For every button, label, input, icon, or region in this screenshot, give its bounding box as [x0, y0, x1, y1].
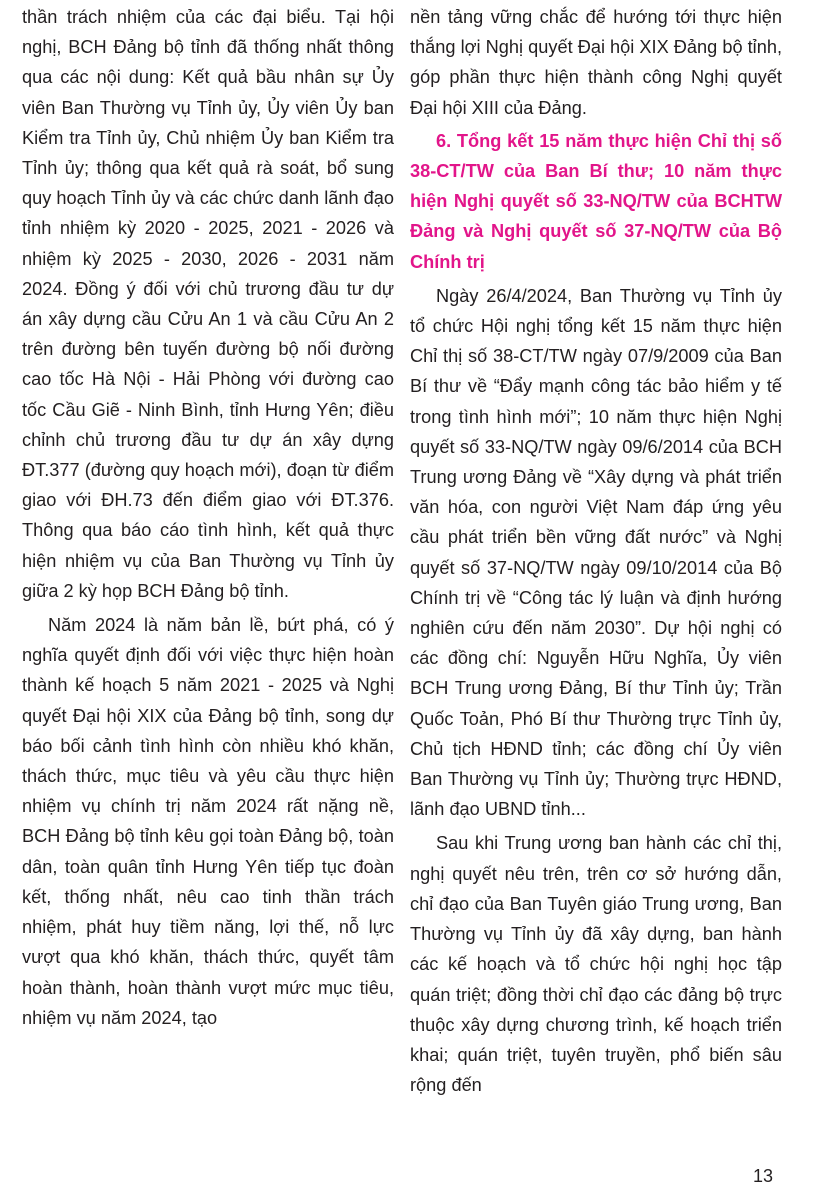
page-number: 13 [752, 1166, 773, 1186]
paragraph: Sau khi Trung ương ban hành các chỉ thị, nghị quyết nêu trên, trên cơ sở hướng dẫn, chỉ đạo của Ban Tuyên giáo Trung ương, Ban Thường vụ Tỉnh ủy đã xây dựng, ban hành các kế hoạch và tổ chức hội nghị học tập quán triệt; đồng thời chỉ đạo các đảng bộ trực thuộc xây dựng chương trình, kế hoạch triển khai; quán triệt, tuyên truyền, phổ biến sâu rộng đến [410, 833, 782, 1096]
paragraph: Ngày 26/4/2024, Ban Thường vụ Tỉnh ủy tổ chức Hội nghị tổng kết 15 năm thực hiện Chỉ thị số 38-CT/TW ngày 07/9/2009 của Ban Bí thư về “Đẩy mạnh công tác bảo hiểm y tế trong tình hình mới”; 10 năm thực hiện Nghị quyết số 33-NQ/TW ngày 09/6/2014 của BCH Trung ương Đảng về “Xây dựng và phát triển văn hóa, con người Việt Nam đáp ứng yêu cầu phát triển bền vững đất nước” và Nghị quyết số 37-NQ/TW ngày 09/10/2014 của Bộ Chính trị về “Công tác lý luận và định hướng nghiên cứu đến năm 2030”. Dự hội nghị có các đồng chí: Nguyễn Hữu Nghĩa, Ủy viên BCH Trung ương Đảng, Bí thư Tỉnh ủy; Trần Quốc Toản, Phó Bí thư Thường trực Tỉnh ủy, Chủ tịch HĐND tỉnh; các đồng chí Ủy viên Ban Thường vụ Tỉnh ủy; Thường trực HĐND, lãnh đạo UBND tỉnh... [410, 285, 782, 820]
paragraph: Năm 2024 là năm bản lề, bứt phá, có ý nghĩa quyết định đối với việc thực hiện hoàn thành kế hoạch 5 năm 2021 - 2025 và Nghị quyết Đại hội XIX của Đảng bộ tỉnh, song dự báo bối cảnh tình hình còn nhiều khó khăn, thách thức, mục tiêu và yêu cầu thực hiện nhiệm vụ chính trị năm 2024 rất nặng nề, BCH Đảng bộ tỉnh kêu gọi toàn Đảng bộ, toàn dân, toàn quân tỉnh Hưng Yên tiếp tục đoàn kết, thống nhất, nêu cao tinh thần trách nhiệm, phát huy tiềm năng, lợi thế, nỗ lực vượt qua khó khăn, thách thức, quyết tâm hoàn thành, hoàn thành vượt mức mục tiêu, nhiệm vụ năm 2024, tạo [22, 615, 394, 1028]
paragraph-continued: thần trách nhiệm của các đại biểu. Tại hội nghị, BCH Đảng bộ tỉnh đã thống nhất thông qua các nội dung: Kết quả bầu nhân sự Ủy viên Ban Thường vụ Tỉnh ủy, Ủy viên Ủy ban Kiểm tra Tỉnh ủy, Chủ nhiệm Ủy ban Kiểm tra Tỉnh ủy; thông qua kết quả rà soát, bổ sung quy hoạch Tỉnh ủy và các chức danh lãnh đạo tỉnh nhiệm kỳ 2020 - 2025, 2021 - 2026 và nhiệm kỳ 2025 - 2030, 2026 - 2031 năm 2024. Đồng ý đối với chủ trương đầu tư dự án xây dựng cầu Cửu An 1 và cầu Cửu An 2 trên đường bên tuyến đường bộ nối đường cao tốc Hà Nội - Hải Phòng với đường cao tốc Cầu Giẽ - Ninh Bình, tỉnh Hưng Yên; điều chỉnh chủ trương đầu tư dự án xây dựng ĐT.377 (đường quy hoạch mới), đoạn từ điểm giao với ĐH.73 đến điểm giao với ĐT.376. Thông qua báo cáo tình hình, kết quả thực hiện nhiệm vụ của Ban Thường vụ Tỉnh ủy giữa 2 kỳ họp BCH Đảng bộ tỉnh. [22, 7, 394, 601]
section-heading: 6. Tổng kết 15 năm thực hiện Chỉ thị số 38-CT/TW của Ban Bí thư; 10 năm thực hiện Nghị quyết số 33-NQ/TW của BCHTW Đảng và Nghị quyết số 37-NQ/TW của Bộ Chính trị [410, 130, 782, 272]
paragraph-continued: nền tảng vững chắc để hướng tới thực hiện thắng lợi Nghị quyết Đại hội XIX Đảng bộ tỉnh, góp phần thực hiện thành công Nghị quyết Đại hội XIII của Đảng. [410, 7, 782, 118]
right-column [410, 2, 782, 1100]
left-column [22, 2, 394, 1033]
